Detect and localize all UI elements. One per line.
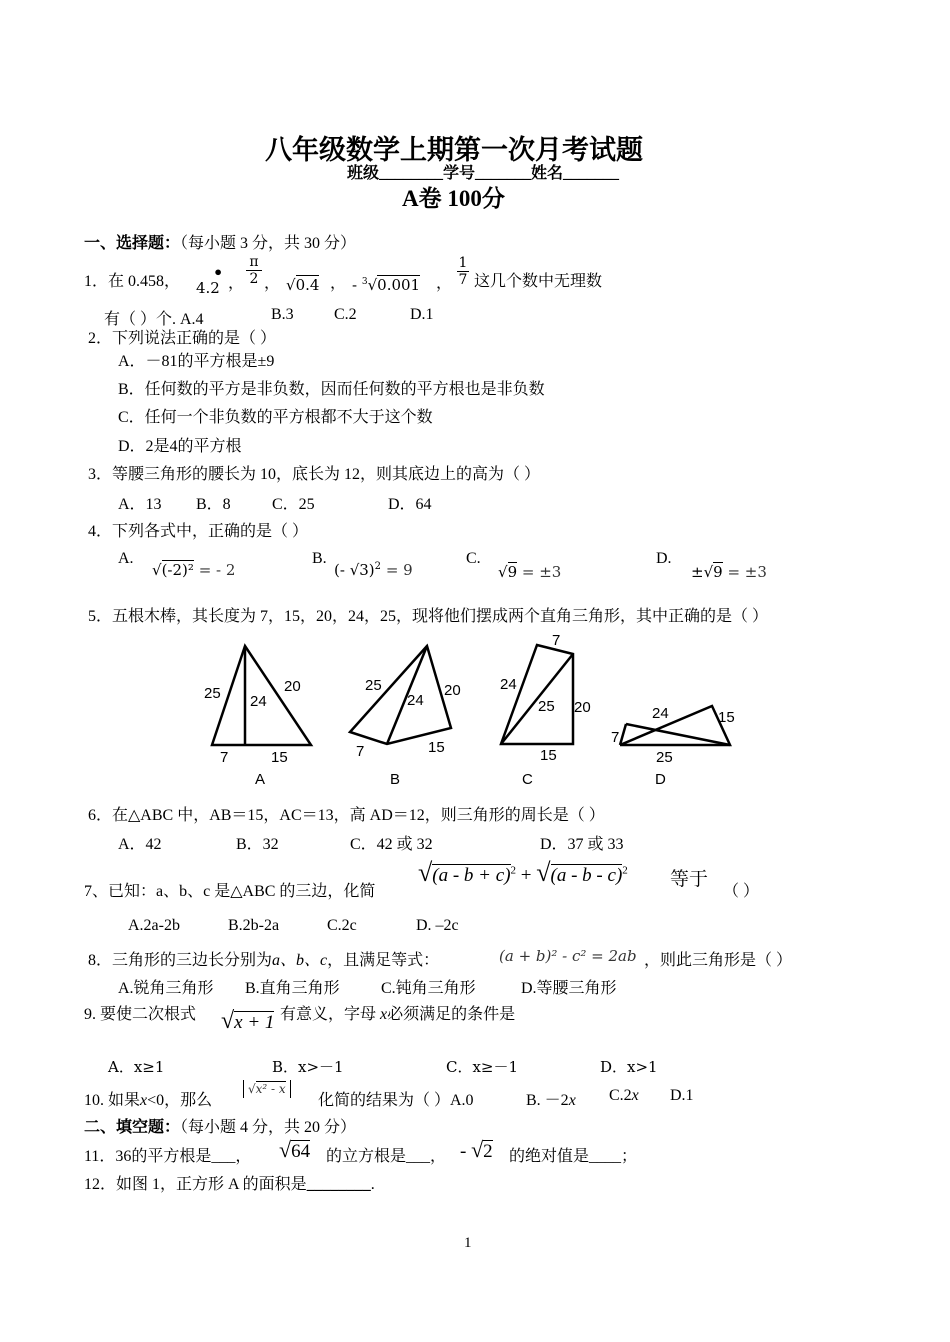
q10-tail: 化简的结果为（ ）A.0 [318,1092,474,1109]
q4-option-a-expr: √(-2)² = - 2 [152,561,236,579]
section-1-heading [84,230,356,253]
q9-radical: √x + 1 [221,1008,275,1034]
q3-option-b: B．8 [196,496,231,513]
figure-d-label-24: 24 [652,705,669,722]
q8-tail: ，则此三角形是（ ） [644,952,793,969]
q1-comma2: ， [264,275,281,292]
q7-tail: 等于 [670,869,709,890]
figure-c-label-20: 20 [574,699,591,716]
q10-option-d: D.1 [670,1087,694,1104]
section-2-title: 二、填空题： [84,1119,181,1136]
figure-c-label-25: 25 [538,698,555,715]
figure-c-label-24: 24 [500,676,517,693]
paper-section-label: A卷 100分 [402,186,505,211]
section-1-title: 一、选择题： [84,235,181,252]
q1-cube-root: - $^3$√0.001 [352,276,421,294]
figure-a-label-7: 7 [220,749,229,766]
figure-a-label-24: 24 [250,693,267,710]
q6-option-a: A．42 [118,836,162,853]
q5-stem: 5．五根木棒，其长度为 7，15，20，24，25，现将他们摆成两个直角三角形，其中正确的是（ ） [88,608,769,625]
q1-fraction-1-7: 1 7 [458,255,468,288]
q6-option-b: B．32 [236,836,279,853]
figure-a-label-20: 20 [284,678,301,695]
student-info-line: 班级________学号_______姓名_______ [347,165,620,182]
q1-option-b: B.3 [271,306,294,323]
q10-option-c: C.2x [609,1087,639,1104]
q9-option-b: B．x>－1 [272,1058,344,1076]
section-2-heading [84,1114,356,1137]
q6-option-d: D．37 或 33 [540,836,624,853]
q6-option-c: C．42 或 32 [350,836,433,853]
figure-b-label-25: 25 [365,677,382,694]
figure-c-lines [501,645,573,744]
figure-d-label-25: 25 [656,749,673,766]
q1-repeating-decimal: • 4.2 [196,263,224,297]
q7-option-a: A.2a-2b [128,917,180,934]
q1-pi: π [249,254,259,270]
q8-stem: 8．三角形的三边长分别为a、b、c，且满足等式： [88,952,440,969]
figure-d-lines [620,706,730,745]
q1-pi-den: 2 [246,270,262,287]
q10-option-b: B. －2x [526,1092,576,1109]
q4-stem: 4．下列各式中，正确的是（ ） [88,523,309,540]
q2-option-d: D．2是4的平方根 [118,438,242,455]
q7-answer-paren: （ ） [723,883,760,900]
figure-b-label-15: 15 [428,739,445,756]
q4-option-d-expr: ±√9 = ±3 [691,563,767,581]
q1-repeat-dot: • [213,263,224,282]
figure-d-label-15: 15 [718,709,735,726]
q3-stem: 3．等腰三角形的腰长为 10，底长为 12，则其底边上的高为（ ） [88,466,541,483]
q1-lead: 1．在 0.458， [84,273,181,290]
figure-c-label-7: 7 [552,632,561,649]
q2-option-a: A．－81的平方根是±9 [118,353,275,370]
q2-option-c: C．任何一个非负数的平方根都不大于这个数 [118,409,433,426]
q9-option-c: C．x≥－1 [446,1058,519,1076]
q12-stem: 12．如图 1，正方形 A 的面积是________. [84,1176,375,1193]
q1-comma1: ， [228,275,245,292]
q7-option-d: D. –2c [416,917,459,934]
q3-option-a: A．13 [118,496,162,513]
q3-option-c: C．25 [272,496,315,513]
q11-mid: 的立方根是___， [326,1148,447,1165]
q9-option-a: A．x≥1 [108,1058,165,1076]
q11-sqrt-64: √64 [279,1137,311,1162]
q9-lead: 9. 要使二次根式 [84,1006,197,1023]
q4-option-d-label: D. [656,550,672,567]
q3-option-d: D．64 [388,496,432,513]
q1-line2: 有（ ）个. A.4 [104,311,204,328]
figure-a-label-15: 15 [271,749,288,766]
figure-d-caption: D [655,771,666,788]
q6-stem: 6．在△ABC 中，AB＝15，AC＝13，高 AD＝12，则三角形的周长是（ ） [88,807,605,824]
figure-a-label-25: 25 [204,685,221,702]
figure-b-label-7: 7 [356,743,365,760]
q8-option-a: A.锐角三角形 [118,980,214,997]
q8-equation: (a + b)² - c² = 2ab [499,947,637,965]
section-1-note: （每小题 3 分，共 30 分） [180,235,357,252]
q8-option-b: B.直角三角形 [245,980,340,997]
section-2-note: （每小题 4 分，共 20 分） [180,1119,357,1136]
q9-option-d: D．x>1 [600,1058,658,1076]
q11-neg-sqrt-2: - √2 [460,1137,493,1162]
q11-lead: 11．36的平方根是___， [84,1148,252,1165]
q10-lead: 10. 如果x<0，那么 [84,1092,213,1109]
q2-option-b: B．任何数的平方是非负数，因而任何数的平方根也是非负数 [118,381,545,398]
q1-pi-fraction [246,254,262,287]
page-number: 1 [464,1235,472,1251]
figure-b-lines [350,646,451,744]
figure-b-label-24: 24 [407,692,424,709]
figure-d-label-7: 7 [611,729,620,746]
q8-option-d: D.等腰三角形 [521,980,617,997]
q8-option-c: C.钝角三角形 [381,980,476,997]
q2-stem: 2．下列说法正确的是（ ） [88,330,277,347]
figure-b-caption: B [390,771,401,788]
q10-abs-expression: √x² - x [243,1080,291,1098]
q4-option-b-label: B. [312,550,327,567]
q1-tail: 这几个数中无理数 [474,273,603,290]
q1-comma4: ， [436,275,453,292]
q5-figures [190,628,750,793]
q1-option-c: C.2 [334,306,357,323]
q7-option-b: B.2b-2a [228,917,280,934]
q7-option-c: C.2c [327,917,357,934]
q7-expression: $√(a - b + c)^2 + √(a - b - c)^2$ [418,858,628,887]
q9-tail: 有意义，字母 x必须满足的条件是 [280,1006,516,1023]
page-title: 八年级数学上期第一次月考试题 [265,135,643,165]
figure-b-label-20: 20 [444,682,461,699]
q11-tail: 的绝对值是____； [509,1148,638,1165]
q4-option-a-label: A. [118,550,134,567]
q4-option-b-expr: (- √3)$^2$ = 9 [334,561,413,579]
figure-c-label-15: 15 [540,747,557,764]
q1-option-d: D.1 [410,306,434,323]
q1-sqrt: √0.4 [286,276,320,294]
q12-blank[interactable]: ________ [306,1176,371,1193]
q4-option-c-expr: √9 = ±3 [498,563,562,581]
figure-c-caption: C [522,771,533,788]
q7-lead: 7、已知：a、b、c 是△ABC 的三边，化简 [84,883,376,900]
q4-option-c-label: C. [466,550,481,567]
q1-comma3: ， [330,275,347,292]
figure-a-caption: A [255,771,266,788]
